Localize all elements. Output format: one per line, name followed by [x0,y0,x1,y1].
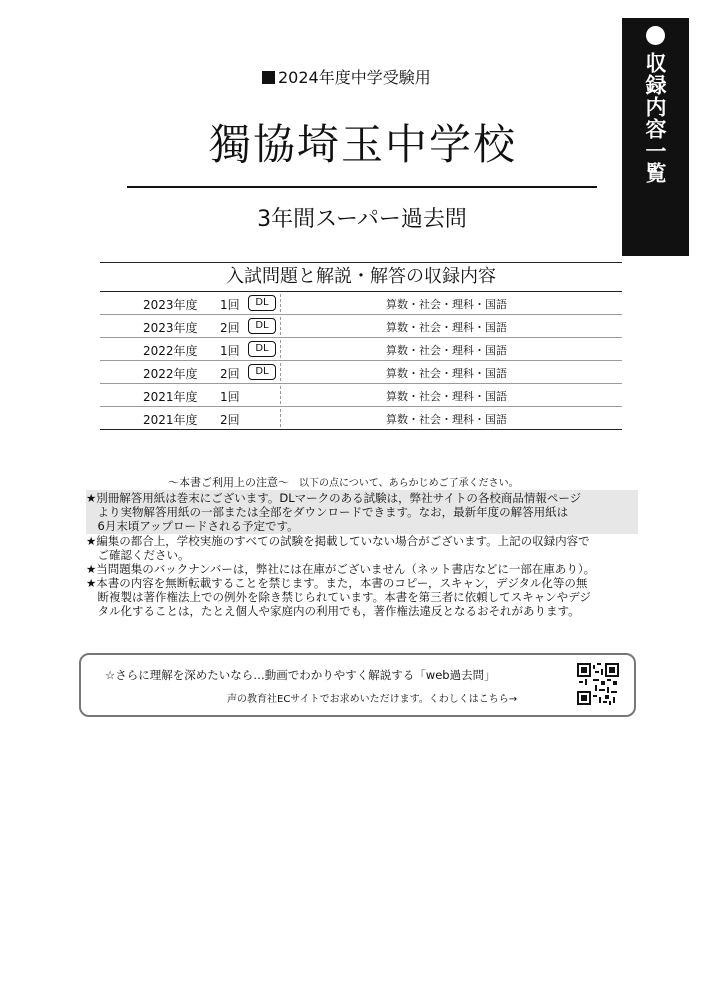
row-round: 2回 [220,321,240,335]
note-item [86,576,638,618]
dl-badge: DL [248,364,276,380]
row-subjects: 算数・社会・理科・国語 [386,413,507,426]
notes-heading: ～本書ご利用上の注意～ [168,476,289,489]
edition-text: 2024年度中学受験用 [278,68,431,87]
row-year: 2022年度 [143,344,198,358]
row-separator [280,340,281,358]
note-line: 6月末頃アップロードされる予定です。 [86,519,299,533]
notes-title [168,474,519,490]
dl-badge: DL [248,341,276,357]
edition-label [262,65,431,88]
row-subjects: 算数・社会・理科・国語 [386,321,507,334]
note-item [86,534,638,562]
dl-badge: DL [248,295,276,311]
side-tab-title: 収録内容一覧 [643,52,667,184]
square-bullet-icon [262,71,275,84]
book-subtitle: 3年間スーパー過去問 [257,207,467,232]
note-line: ★編集の都合上，学校実施のすべての試験を掲載していない場合がございます。上記の収録内容で [86,534,590,548]
row-separator [280,294,281,312]
bullet-icon [646,26,665,45]
note-line: ★本書の内容を無断転載することを禁じます。また，本書のコピー，スキャン，デジタル化等の無 [86,576,588,590]
note-line: タル化することは，たとえ個人や家庭内の利用でも，著作権法違反となるおそれがあります。 [86,604,580,618]
side-tab [622,18,689,256]
note-item [86,490,638,534]
table-row [100,292,622,315]
qr-code-icon[interactable] [577,663,619,705]
table-row [100,384,622,407]
school-title: 獨協埼玉中学校 [208,120,517,169]
row-subjects: 算数・社会・理科・国語 [386,344,507,357]
row-subjects: 算数・社会・理科・国語 [386,367,507,380]
contents-heading: 入試問題と解説・解答の収録内容 [226,266,496,287]
promo-line-1: ☆さらに理解を深めたいなら…動画でわかりやすく解説する「web過去問」 [105,668,496,682]
note-line: 断複製は著作権法上での例外を除き禁じられています。本書を第三者に依頼してスキャンやデジ [86,590,591,604]
note-line: ご確認ください。 [86,548,190,562]
row-round: 1回 [220,298,240,312]
promo-line-2[interactable]: 声の教育社ECサイトでお求めいただけます。くわしくはこちら→ [227,694,518,705]
title-rule [127,186,597,188]
row-separator [280,386,281,404]
row-separator [280,409,281,427]
row-round: 2回 [220,413,240,427]
row-year: 2021年度 [143,413,198,427]
table-row [100,338,622,361]
note-line: ★別冊解答用紙は巻末にございます。DLマークのある試験は，弊社サイトの各校商品情報ページ [86,491,582,505]
row-year: 2023年度 [143,321,198,335]
row-separator [280,317,281,335]
row-year: 2022年度 [143,367,198,381]
table-row [100,361,622,384]
notes-list [86,490,638,618]
row-year: 2023年度 [143,298,198,312]
note-item [86,562,638,576]
row-round: 1回 [220,390,240,404]
row-round: 1回 [220,344,240,358]
note-line: より実物解答用紙の一部または全部をダウンロードできます。なお，最新年度の解答用紙は [86,505,569,519]
table-row [100,407,622,430]
contents-table [100,262,622,430]
notes-subheading: 以下の点について、あらかじめご了承ください。 [299,478,519,489]
promo-box[interactable] [79,653,636,717]
table-row [100,315,622,338]
row-subjects: 算数・社会・理科・国語 [386,390,507,403]
row-round: 2回 [220,367,240,381]
dl-badge: DL [248,318,276,334]
row-year: 2021年度 [143,390,198,404]
row-subjects: 算数・社会・理科・国語 [386,298,507,311]
row-separator [280,363,281,381]
note-line: ★当問題集のバックナンバーは，弊社には在庫がございません（ネット書店などに一部在庫あり）。 [86,562,596,576]
